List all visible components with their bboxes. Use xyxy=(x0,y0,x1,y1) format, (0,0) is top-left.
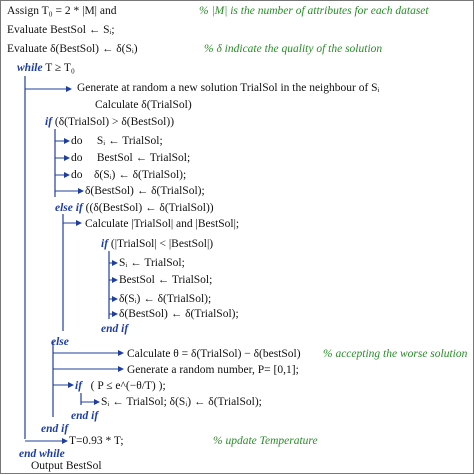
algo-line xyxy=(51,335,69,349)
algo-line xyxy=(95,98,192,112)
line-code: Calculate θ = δ(TrialSol) − δ(bestSol) xyxy=(127,348,301,360)
line-code: Assign T₀ = 2 * |M| and xyxy=(7,5,117,17)
keyword-if: if xyxy=(75,380,83,392)
keyword-else-if: else if xyxy=(55,202,83,214)
algo-line xyxy=(119,256,185,270)
line-comment: % δ indicate the quality of the solution xyxy=(204,43,383,55)
algo-line xyxy=(69,434,124,448)
algo-line xyxy=(101,322,128,336)
line-code: δ(BestSol) ← δ(TrialSol); xyxy=(85,185,205,197)
line-code: Calculate δ(TrialSol) xyxy=(95,99,192,111)
algo-line xyxy=(71,168,186,182)
line-code: ((δ(BestSol) ← δ(TrialSol)) xyxy=(85,202,214,214)
line-code: (δ(TrialSol) > δ(BestSol)) xyxy=(54,116,175,128)
line-code: (|TrialSol| < |BestSol|) xyxy=(110,238,214,250)
line-code: δ(BestSol) ← δ(TrialSol); xyxy=(119,308,239,320)
algo-line xyxy=(7,23,115,37)
line-code: T=0.93 * T; xyxy=(69,435,124,447)
line-code: Generate a random number, P= [0,1]; xyxy=(127,364,299,376)
line-code: BestSol ← TrialSol; xyxy=(119,274,213,286)
algo-line xyxy=(7,42,138,56)
line-code: T ≥ T₀ xyxy=(45,62,75,74)
algo-line xyxy=(119,292,211,306)
line-code: Sᵢ ← TrialSol; xyxy=(96,135,163,147)
line-comment: % |M| is the number of attributes for each dataset xyxy=(199,5,429,17)
keyword-if: if xyxy=(101,238,109,250)
algo-line xyxy=(45,115,174,129)
line-code: Evaluate δ(BestSol) ← δ(Sᵢ) xyxy=(7,43,138,55)
keyword-end-if: end if xyxy=(101,323,129,335)
algo-line xyxy=(85,184,205,198)
algo-line xyxy=(119,273,212,287)
keyword-do: do xyxy=(71,152,83,164)
algo-line xyxy=(41,422,68,436)
algo-line xyxy=(7,4,116,18)
line-code: Calculate |TrialSol| and |BestSol|; xyxy=(85,218,240,230)
line-comment: % accepting the worse solution xyxy=(323,348,468,360)
algo-line xyxy=(17,61,75,75)
algo-line xyxy=(71,134,163,148)
algo-line xyxy=(55,201,214,215)
algo-line xyxy=(71,409,98,423)
keyword-if: if xyxy=(45,116,53,128)
line-code: Sᵢ ← TrialSol; δ(Sᵢ) ← δ(TrialSol); xyxy=(101,396,262,408)
algo-line xyxy=(75,379,166,393)
line-code: Generate at random a new solution TrialSol in the neighbour of Sᵢ xyxy=(77,82,380,94)
keyword-else: else xyxy=(51,336,69,348)
line-code: Output BestSol xyxy=(31,460,102,472)
algo-line xyxy=(127,363,299,377)
algo-line xyxy=(101,395,262,409)
keyword-end-if: end if xyxy=(41,423,69,435)
line-code: δ(Sᵢ) ← δ(TrialSol); xyxy=(119,293,212,305)
keyword-do: do xyxy=(71,169,83,181)
algo-line xyxy=(71,151,190,165)
algo-line xyxy=(77,81,379,95)
algo-line xyxy=(127,347,301,361)
algo-line xyxy=(31,459,102,473)
keyword-do: do xyxy=(71,135,83,147)
line-code: δ(Sᵢ) ← δ(TrialSol); xyxy=(94,169,187,181)
line-comment: % update Temperature xyxy=(213,435,318,447)
line-code: BestSol ← TrialSol; xyxy=(96,152,191,164)
line-code: ( P ≤ e^(−θ/T) ); xyxy=(90,380,166,392)
keyword-while: while xyxy=(17,62,43,74)
algo-line xyxy=(119,307,239,321)
keyword-end-while: end while xyxy=(19,448,65,460)
line-code: Evaluate BestSol ← Sᵢ; xyxy=(7,24,115,36)
keyword-end-if: end if xyxy=(71,410,99,422)
algo-line xyxy=(101,237,213,251)
algo-line xyxy=(85,217,239,231)
line-code: Sᵢ ← TrialSol; xyxy=(119,257,185,269)
